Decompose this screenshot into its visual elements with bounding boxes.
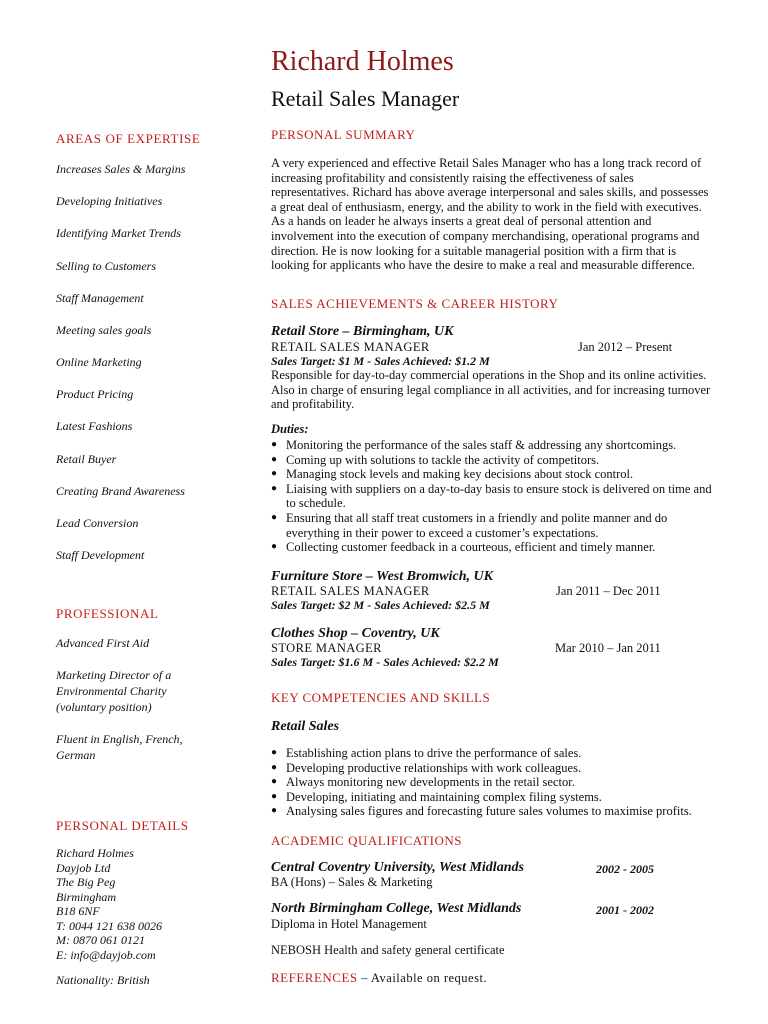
bullet-icon: ● bbox=[271, 790, 278, 802]
bullet-icon: ● bbox=[271, 541, 278, 553]
professional-item: Marketing Director of a Environmental Charity (voluntary position) bbox=[56, 668, 172, 714]
expertise-item: Increases Sales & Margins bbox=[56, 162, 186, 176]
list-item: ● Developing productive relationships with work colleagues. bbox=[271, 760, 582, 775]
list-item: ● Managing stock levels and making key decisions about stock control. bbox=[271, 467, 634, 482]
list-item: ● Monitoring the performance of the sales staff & addressing any shortcomings. bbox=[271, 438, 677, 452]
expertise-item: Identifying Market Trends bbox=[56, 226, 181, 240]
list-item: ● Ensuring that all staff treat customers in a friendly and polite manner and do everything in their power to exceed a customer’s expectations. bbox=[271, 510, 668, 540]
job-sales-target: Sales Target: $1 M - Sales Achieved: $1.2 M bbox=[271, 354, 490, 368]
expertise-item: Online Marketing bbox=[56, 355, 142, 369]
bullet-icon: ● bbox=[271, 805, 278, 817]
bullet-icon: ● bbox=[271, 747, 278, 758]
candidate-name: Richard Holmes bbox=[271, 46, 454, 77]
contact-telephone: T: 0044 121 638 0026 bbox=[56, 918, 163, 933]
personal-details-heading: PERSONAL DETAILS bbox=[56, 818, 189, 833]
job-dates: Jan 2011 – Dec 2011 bbox=[556, 584, 661, 598]
contact-city: Birmingham bbox=[56, 889, 116, 904]
expertise-item: Staff Management bbox=[56, 291, 144, 305]
list-item: ● Analysing sales figures and forecasting future sales volumes to maximise profits. bbox=[271, 804, 692, 819]
education-years: 2002 - 2005 bbox=[596, 862, 654, 876]
job-company: Furniture Store – West Bromwich, UK bbox=[271, 569, 493, 584]
bullet-icon: ● bbox=[271, 511, 278, 523]
education-years: 2001 - 2002 bbox=[596, 903, 654, 917]
bullet-icon: ● bbox=[271, 776, 278, 788]
expertise-item: Product Pricing bbox=[56, 387, 134, 401]
education-award: Diploma in Hotel Management bbox=[271, 917, 427, 931]
education-school: Central Coventry University, West Midlands bbox=[271, 860, 524, 875]
expertise-item: Creating Brand Awareness bbox=[56, 484, 185, 498]
job-role: STORE MANAGER bbox=[271, 641, 382, 655]
duties-list bbox=[271, 438, 721, 555]
job-company: Clothes Shop – Coventry, UK bbox=[271, 626, 440, 641]
contact-postcode: B18 6NF bbox=[56, 904, 100, 918]
contact-mobile: M: 0870 061 0121 bbox=[56, 933, 145, 947]
expertise-item: Latest Fashions bbox=[56, 419, 133, 433]
bullet-icon: ● bbox=[271, 482, 278, 494]
references bbox=[271, 970, 487, 986]
references-text: – Available on request. bbox=[361, 971, 488, 985]
bullet-icon: ● bbox=[271, 439, 278, 450]
bullet-icon: ● bbox=[271, 453, 278, 465]
academic-qualifications-heading: ACADEMIC QUALIFICATIONS bbox=[271, 833, 462, 848]
contact-email: E: info@dayjob.com bbox=[56, 947, 156, 962]
professional-item: Fluent in English, French, German bbox=[56, 732, 183, 762]
job-company: Retail Store – Birmingham, UK bbox=[271, 324, 454, 339]
job-role: RETAIL SALES MANAGER bbox=[271, 584, 430, 598]
expertise-item: Lead Conversion bbox=[56, 516, 139, 530]
job-role: RETAIL SALES MANAGER bbox=[271, 340, 430, 354]
skills-list bbox=[271, 746, 721, 819]
education-award: BA (Hons) – Sales & Marketing bbox=[271, 875, 433, 889]
nationality: Nationality: British bbox=[56, 973, 150, 987]
job-sales-target: Sales Target: $1.6 M - Sales Achieved: $2.2 M bbox=[271, 655, 499, 669]
career-history-heading: SALES ACHIEVEMENTS & CAREER HISTORY bbox=[271, 296, 559, 311]
job-dates: Jan 2012 – Present bbox=[578, 340, 673, 354]
expertise-item: Selling to Customers bbox=[56, 259, 157, 273]
skills-subheading: Retail Sales bbox=[271, 719, 340, 734]
expertise-item: Developing Initiatives bbox=[56, 194, 163, 208]
professional-heading: PROFESSIONAL bbox=[56, 606, 159, 621]
bullet-icon: ● bbox=[271, 761, 278, 773]
professional-item: Advanced First Aid bbox=[56, 636, 150, 650]
key-competencies-heading: KEY COMPETENCIES AND SKILLS bbox=[271, 690, 491, 705]
duties-label: Duties: bbox=[271, 422, 309, 436]
personal-summary-heading: PERSONAL SUMMARY bbox=[271, 127, 416, 142]
contact-company: Dayjob Ltd bbox=[56, 860, 111, 875]
job-description: Responsible for day-to-day commercial operations in the Shop and its online activities. Also in charge of ensuring legal compliance in all activities, and for increasing turnover and profitability. bbox=[271, 368, 711, 412]
certificate: NEBOSH Health and safety general certificate bbox=[271, 943, 505, 957]
areas-of-expertise-heading: AREAS OF EXPERTISE bbox=[56, 131, 201, 146]
job-dates: Mar 2010 – Jan 2011 bbox=[555, 641, 661, 655]
contact-details bbox=[56, 846, 162, 962]
job-sales-target: Sales Target: $2 M - Sales Achieved: $2.5 M bbox=[271, 598, 490, 612]
contact-name: Richard Holmes bbox=[56, 846, 134, 860]
expertise-item: Meeting sales goals bbox=[56, 323, 152, 337]
expertise-item: Retail Buyer bbox=[56, 452, 117, 466]
references-label: REFERENCES bbox=[271, 970, 358, 985]
list-item: ● Always monitoring new developments in the retail sector. bbox=[271, 775, 575, 790]
list-item: ● Liaising with suppliers on a day-to-day basis to ensure stock is delivered on time and to schedule. bbox=[271, 481, 712, 511]
list-item: ● Collecting customer feedback in a courteous, efficient and timely manner. bbox=[271, 540, 656, 555]
list-item: ● Coming up with solutions to tackle the activity of competitors. bbox=[271, 452, 600, 467]
contact-address-line: The Big Peg bbox=[56, 875, 116, 889]
bullet-icon: ● bbox=[271, 468, 278, 480]
job-title: Retail Sales Manager bbox=[271, 86, 460, 111]
personal-summary-text: A very experienced and effective Retail Sales Manager who has a long track record of increasing profitability and consistently raising the effectiveness of sales representatives. Richard has above average interpersonal and sales skills, and possesses a great deal of enthusiasm, energy, and the ability to work in the field with executives. As a hands on leader he always inserts a great deal of personal attention and involvement into the execution of company merchandising, operational programs and direction. He is now looking for a suitable managerial position with a firm that is looking for applicants who have the desire to make a real and measurable difference. bbox=[271, 156, 709, 273]
list-item: ● Developing, initiating and maintaining complex filing systems. bbox=[271, 789, 602, 804]
list-item: ● Establishing action plans to drive the performance of sales. bbox=[271, 746, 582, 760]
expertise-item: Staff Development bbox=[56, 548, 145, 562]
education-school: North Birmingham College, West Midlands bbox=[271, 901, 522, 916]
